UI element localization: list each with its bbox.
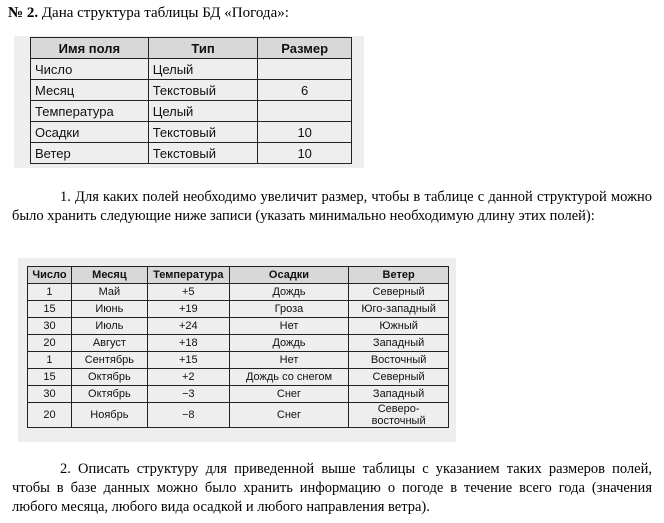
cell-day: 20 — [28, 403, 72, 428]
cell-wind: Северо-восточный — [349, 403, 449, 428]
table-row — [28, 403, 449, 428]
task-2-body: 2. Описать структуру для приведенной выше таблицы с указанием таких размеров полей, чтобы в базе данных можно было хранить информацию о погоде в течение всего года (значения любого месяца, любого вида осадкой и любого направления ветра). — [12, 461, 652, 515]
cell-wind: Восточный — [349, 352, 449, 369]
field-type: Текстовый — [148, 143, 258, 164]
table-row — [28, 352, 449, 369]
structure-table — [30, 37, 352, 164]
table-row — [31, 101, 352, 122]
field-size: 6 — [258, 80, 352, 101]
cell-wind: Западный — [349, 335, 449, 352]
field-name: Температура — [31, 101, 149, 122]
cell-day: 15 — [28, 301, 72, 318]
cell-precipitation: Нет — [229, 318, 348, 335]
field-size: 10 — [258, 122, 352, 143]
cell-wind: Западный — [349, 386, 449, 403]
table-row — [28, 369, 449, 386]
cell-wind: Северный — [349, 369, 449, 386]
table-row — [31, 59, 352, 80]
field-size — [258, 59, 352, 80]
cell-temperature: +2 — [147, 369, 229, 386]
cell-temperature: +15 — [147, 352, 229, 369]
cell-month: Июль — [71, 318, 147, 335]
cell-temperature: +19 — [147, 301, 229, 318]
task-heading — [8, 4, 289, 22]
task-title: Дана структура таблицы БД «Погода»: — [41, 5, 289, 21]
records-header-row — [28, 267, 449, 284]
header-size: Размер — [258, 38, 352, 59]
structure-header-row — [31, 38, 352, 59]
cell-precipitation: Снег — [229, 403, 348, 428]
cell-precipitation: Дождь со снегом — [229, 369, 348, 386]
field-name: Ветер — [31, 143, 149, 164]
cell-wind: Северный — [349, 284, 449, 301]
header-field-name: Имя поля — [31, 38, 149, 59]
task-1-text — [12, 188, 652, 226]
cell-month: Ноябрь — [71, 403, 147, 428]
table-row — [28, 335, 449, 352]
field-name: Осадки — [31, 122, 149, 143]
field-name: Число — [31, 59, 149, 80]
cell-precipitation: Снег — [229, 386, 348, 403]
task-2-text — [12, 460, 652, 517]
cell-temperature: +24 — [147, 318, 229, 335]
field-name: Месяц — [31, 80, 149, 101]
cell-day: 15 — [28, 369, 72, 386]
cell-day: 1 — [28, 284, 72, 301]
header-month: Месяц — [71, 267, 147, 284]
field-type: Целый — [148, 59, 258, 80]
cell-month: Сентябрь — [71, 352, 147, 369]
cell-day: 20 — [28, 335, 72, 352]
header-temperature: Температура — [147, 267, 229, 284]
cell-precipitation: Нет — [229, 352, 348, 369]
cell-wind: Юго-западный — [349, 301, 449, 318]
cell-wind: Южный — [349, 318, 449, 335]
cell-month: Октябрь — [71, 369, 147, 386]
cell-temperature: −8 — [147, 403, 229, 428]
cell-precipitation: Дождь — [229, 284, 348, 301]
cell-precipitation: Гроза — [229, 301, 348, 318]
table-row — [31, 122, 352, 143]
header-wind: Ветер — [349, 267, 449, 284]
header-precipitation: Осадки — [229, 267, 348, 284]
cell-day: 1 — [28, 352, 72, 369]
table-row — [28, 284, 449, 301]
header-day: Число — [28, 267, 72, 284]
cell-temperature: +18 — [147, 335, 229, 352]
cell-day: 30 — [28, 318, 72, 335]
cell-month: Май — [71, 284, 147, 301]
task-1-body: 1. Для каких полей необходимо увеличит размер, чтобы в таблице с данной структурой можно было хранить следующие ниже записи (указать минимально необходимую длину этих полей): — [12, 189, 652, 224]
field-type: Текстовый — [148, 122, 258, 143]
header-type: Тип — [148, 38, 258, 59]
table-row — [28, 318, 449, 335]
cell-month: Июнь — [71, 301, 147, 318]
table-row — [31, 143, 352, 164]
table-row — [31, 80, 352, 101]
task-number: № 2. — [8, 5, 39, 21]
field-type: Текстовый — [148, 80, 258, 101]
field-size — [258, 101, 352, 122]
records-table — [27, 266, 449, 428]
cell-temperature: −3 — [147, 386, 229, 403]
cell-month: Октябрь — [71, 386, 147, 403]
table-row — [28, 301, 449, 318]
cell-day: 30 — [28, 386, 72, 403]
table-row — [28, 386, 449, 403]
cell-month: Август — [71, 335, 147, 352]
field-size: 10 — [258, 143, 352, 164]
field-type: Целый — [148, 101, 258, 122]
cell-precipitation: Дождь — [229, 335, 348, 352]
cell-temperature: +5 — [147, 284, 229, 301]
